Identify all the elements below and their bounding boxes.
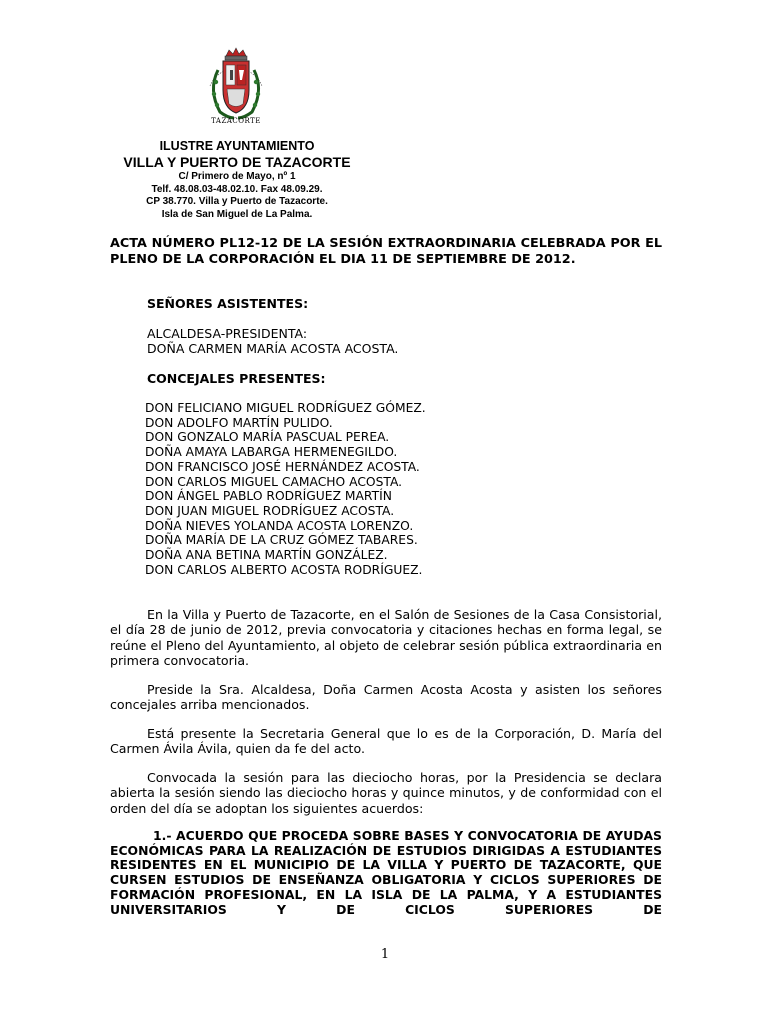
letterhead xyxy=(110,139,364,221)
attendees-heading: SEÑORES ASISTENTES: xyxy=(147,296,309,311)
page-number: 1 xyxy=(380,947,390,962)
agenda-item: 1.- ACUERDO QUE PROCEDA SOBRE BASES Y CONVOCATORIA DE AYUDAS ECONÓMICAS PARA LA REALIZACIÓN DE ESTUDIOS DIRIGIDAS A ESTUDIANTES RESIDENTES EN EL MUNICIPIO DE LA VILLA Y PUERTO DE TAZACORTE, QUE CURSEN ESTUDIOS DE ENSEÑANZA OBLIGATORIA Y CICLOS SUPERIORES DE FORMACIÓN PROFESIONAL, EN LA ISLA DE LA PALMA, Y A ESTUDIANTES UNIVERSITARIOS Y DE CICLOS SUPERIORES DE xyxy=(110,828,662,917)
paragraph: Está presente la Secretaria General que lo es de la Corporación, D. María del Carmen Ávila Ávila, quien da fe del acto. xyxy=(110,726,662,757)
paragraph: En la Villa y Puerto de Tazacorte, en el Salón de Sesiones de la Casa Consistorial, el día 28 de junio de 2012, previa convocatoria y citaciones hechas en forma legal, se reúne el Pleno del Ayuntamiento, al objeto de celebrar sesión pública extraordinaria en primera convocatoria. xyxy=(110,607,662,668)
list-item: DON JUAN MIGUEL RODRÍGUEZ ACOSTA. xyxy=(145,503,395,518)
list-item: DOÑA AMAYA LABARGA HERMENEGILDO. xyxy=(145,445,398,460)
letterhead-phone: Telf. 48.08.03-48.02.10. Fax 48.09.29. xyxy=(151,183,323,195)
document-title: ACTA NÚMERO PL12-12 DE LA SESIÓN EXTRAORDINARIA CELEBRADA POR EL PLENO DE LA CORPORACIÓN EL DIA 11 DE SEPTIEMBRE DE 2012. xyxy=(110,236,662,267)
letterhead-cp: CP 38.770. Villa y Puerto de Tazacorte. xyxy=(146,196,328,207)
list-item: DON ÁNGEL PABLO RODRÍGUEZ MARTÍN xyxy=(145,489,392,504)
letterhead-address: C/ Primero de Mayo, nº 1 xyxy=(178,171,296,182)
list-item: DOÑA NIEVES YOLANDA ACOSTA LORENZO. xyxy=(145,518,414,533)
letterhead-line1: ILUSTRE AYUNTAMIENTO xyxy=(159,139,315,153)
council-list xyxy=(145,401,426,577)
mayor-role: ALCALDESA-PRESIDENTA: xyxy=(147,326,308,341)
list-item: DON CARLOS MIGUEL CAMACHO ACOSTA. xyxy=(145,474,403,489)
letterhead-line2: VILLA Y PUERTO DE TAZACORTE xyxy=(123,154,351,170)
list-item: DOÑA MARÍA DE LA CRUZ GÓMEZ TABARES. xyxy=(145,533,418,548)
paragraph: Convocada la sesión para las dieciocho horas, por la Presidencia se declara abierta la sesión siendo las dieciocho horas y quince minutos, y de conformidad con el orden del día se adoptan los siguientes acuerdos: xyxy=(110,770,662,816)
list-item: DON FELICIANO MIGUEL RODRÍGUEZ GÓMEZ. xyxy=(145,401,426,415)
paragraph: Preside la Sra. Alcaldesa, Doña Carmen Acosta Acosta y asisten los señores concejales arriba mencionados. xyxy=(110,682,662,713)
council-heading: CONCEJALES PRESENTES: xyxy=(147,371,326,386)
list-item: DON CARLOS ALBERTO ACOSTA RODRÍGUEZ. xyxy=(145,562,423,577)
list-item: DON GONZALO MARÍA PASCUAL PEREA. xyxy=(145,430,390,445)
mayor-name: DOÑA CARMEN MARÍA ACOSTA ACOSTA. xyxy=(147,341,399,356)
letterhead-island: Isla de San Miguel de La Palma. xyxy=(161,208,313,220)
list-item: DOÑA ANA BETINA MARTÍN GONZÁLEZ. xyxy=(145,548,388,563)
seal-caption: TAZACORTE xyxy=(211,117,261,125)
list-item: DON FRANCISCO JOSÉ HERNÁNDEZ ACOSTA. xyxy=(145,459,420,474)
list-item: DON ADOLFO MARTÍN PULIDO. xyxy=(145,415,333,430)
